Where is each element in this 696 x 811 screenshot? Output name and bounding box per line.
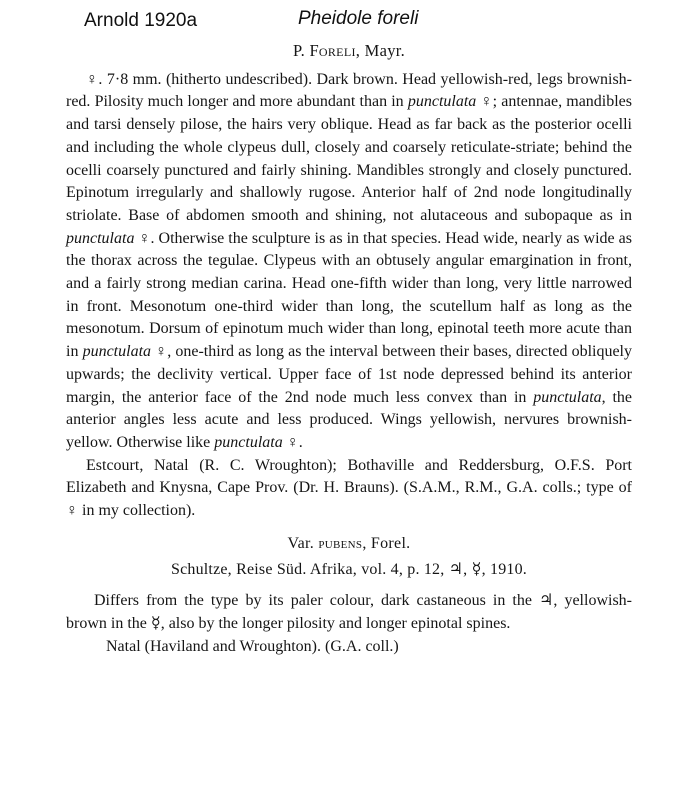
species-heading: Pheidole foreli bbox=[298, 8, 419, 29]
variety-locality: Natal (Haviland and Wroughton). (G.A. coll.) bbox=[106, 637, 399, 655]
description-italic-1: punctulata bbox=[407, 93, 477, 111]
description-part-5: , the anterior angles less acute and less produced. Wings yellowish, nervures brownish-yellow. Otherwise like bbox=[66, 388, 632, 451]
species-title bbox=[66, 40, 632, 63]
species-title-name: Foreli bbox=[309, 41, 356, 60]
document-body bbox=[66, 40, 632, 658]
localities-paragraph: Estcourt, Natal (R. C. Wroughton); Bothaville and Reddersburg, O.F.S. Port Elizabeth and Knysna, Cape Prov. (Dr. H. Brauns). (S.A.M., R.M., G.A. colls.; type of ♀ in my collection). bbox=[66, 456, 632, 520]
variety-prefix: Var. bbox=[287, 534, 319, 552]
variety-author: , Forel. bbox=[362, 534, 411, 552]
variety-description: Differs from the type by its paler colour, dark castaneous in the ♃, yellowish-brown in the ☿, also by the longer pilosity and longer epinotal spines. bbox=[66, 592, 632, 632]
variety-title bbox=[66, 533, 632, 556]
variety-name: pubens bbox=[318, 534, 363, 552]
description-part-1: ♀. 7·8 mm. (hitherto undescribed). Dark brown. Head yellowish-red, legs brownish-red. Pilosity much longer and more abundant than in bbox=[66, 70, 632, 111]
description-italic-4: punctulata bbox=[533, 388, 602, 406]
variety-reference: Schultze, Reise Süd. Afrika, vol. 4, p. 12, ♃, ☿, 1910. bbox=[170, 561, 528, 579]
description-italic-2: punctulata bbox=[66, 229, 135, 247]
species-title-genus: P. bbox=[292, 41, 310, 60]
description-part-4: ♀, one-third as long as the interval between their bases, directed obliquely upwards; the declivity vertical. Upper face of 1st node depressed behind its anterior margin, the anterior face of the 2nd node much less convex than in bbox=[66, 343, 633, 406]
source-citation: Arnold 1920a bbox=[84, 10, 198, 31]
page-header bbox=[0, 8, 696, 38]
description-part-6: ♀. bbox=[282, 433, 303, 451]
species-title-author: , Mayr. bbox=[355, 41, 406, 60]
description-part-2: ♀; antennae, mandibles and tarsi densely pilose, the hairs very oblique. Head as far back as the posterior ocelli and including the whole clypeus dull, closely and coarsely reticulate-striate; behind the ocelli coarsely punctured and fairly shining. Mandibles strongly and closely punctured. Epinotum irregularly and shallowly rugose. Anterior half of 2nd node longitudinally striolate. Base of abdomen smooth and shining, not alutaceous and subopaque as in bbox=[66, 93, 633, 224]
description-italic-5: punctulata bbox=[214, 433, 283, 451]
female-description bbox=[66, 69, 632, 455]
description-italic-3: punctulata bbox=[82, 343, 152, 361]
description-part-3: ♀. Otherwise the sculpture is as in that species. Head wide, nearly as wide as the thorax across the tegulae. Clypeus with an obtusely angular emargination in front, and a fairly strong median carina. Head one-fifth wider than long, very little narrowed in front. Mesonotum one-third wider than long, the scutellum half as long as the mesonotum. Dorsum of epinotum much wider than long, epinotal teeth more acute than in bbox=[66, 229, 632, 361]
